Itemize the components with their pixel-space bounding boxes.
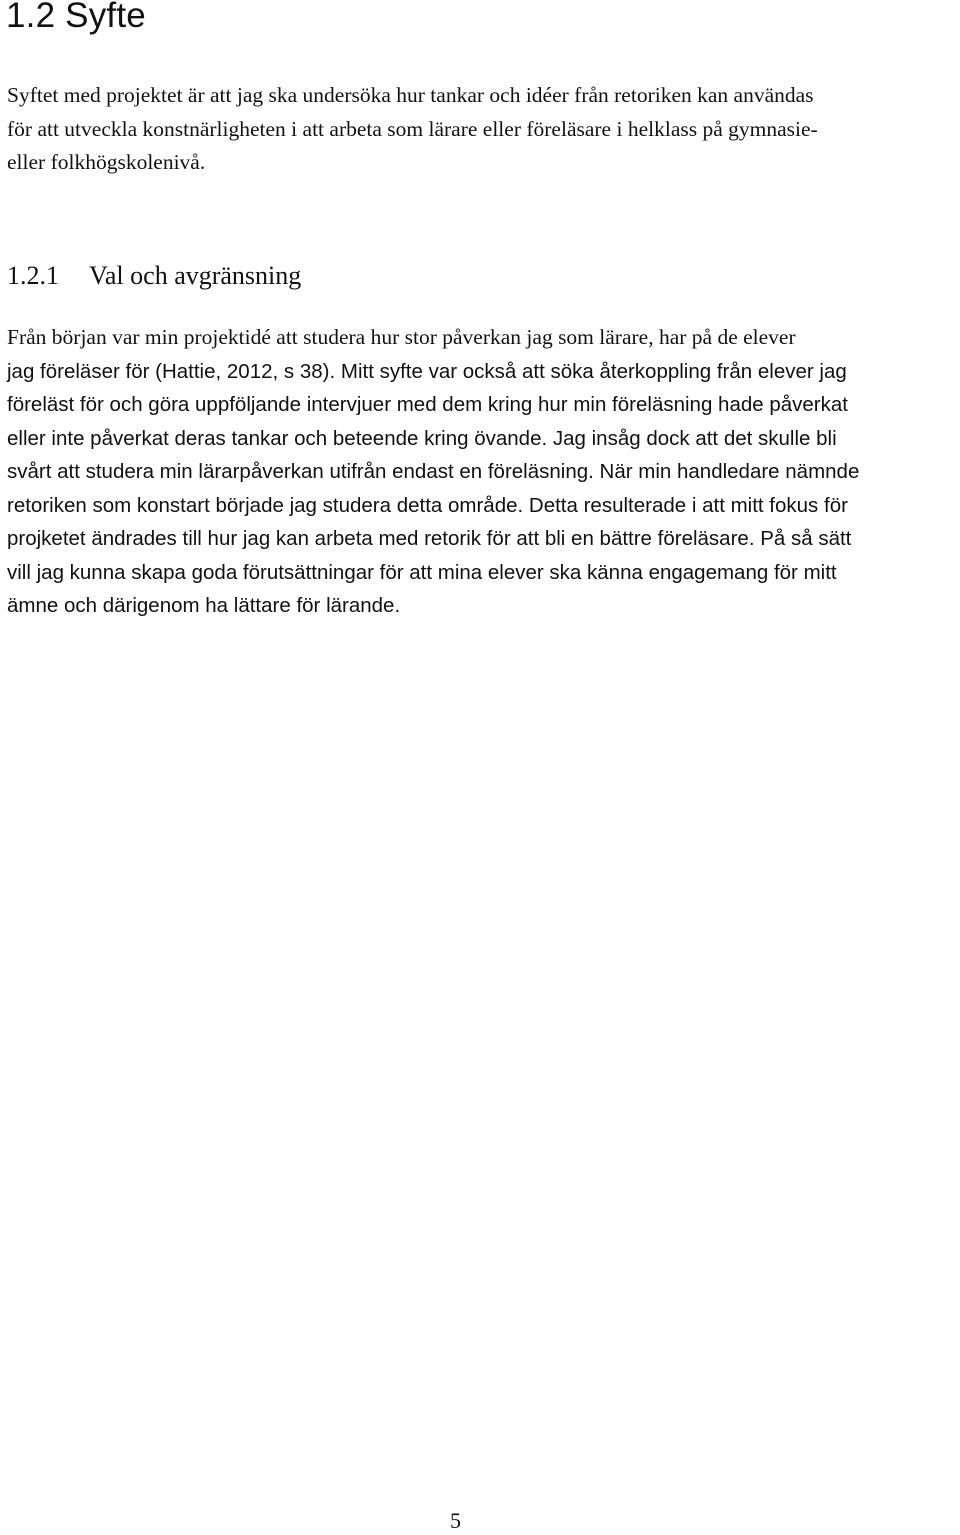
body-line bbox=[7, 321, 957, 355]
body-line bbox=[7, 455, 957, 489]
intro-paragraph bbox=[7, 79, 957, 180]
body-text: På så sätt bbox=[754, 527, 852, 550]
body-line bbox=[7, 522, 957, 556]
subsection-number: 1.2.1 bbox=[7, 261, 59, 290]
body-line bbox=[7, 388, 957, 422]
body-text: jag föreläser för (Hattie, 2012, s 38). bbox=[7, 359, 336, 383]
intro-line: eller folkhögskolenivå. bbox=[7, 150, 206, 174]
body-text: eller inte påverkat deras tankar och beteende kring övande. bbox=[7, 426, 548, 450]
body-paragraph bbox=[7, 321, 957, 623]
body-text: Detta resulterade i att mitt fokus för bbox=[523, 493, 848, 517]
body-text: ämne och därigenom ha lättare för lärande. bbox=[7, 594, 401, 617]
body-line bbox=[7, 489, 957, 523]
body-line bbox=[7, 589, 957, 623]
page-number: 5 bbox=[450, 1508, 461, 1533]
body-line bbox=[7, 556, 957, 590]
section-heading: 1.2 Syfte bbox=[6, 0, 146, 35]
body-text: Jag insåg dock att det skulle bli bbox=[547, 426, 837, 450]
intro-line: Syftet med projektet är att jag ska undersöka hur tankar och idéer från retoriken kan användas bbox=[7, 83, 814, 107]
body-text: Från början var min projektidé att studera hur stor påverkan jag som lärare, har på de elever bbox=[7, 325, 796, 349]
body-text: svårt att studera min lärarpåverkan utifrån endast en föreläsning. bbox=[7, 460, 594, 483]
body-line bbox=[7, 422, 957, 456]
subsection-heading bbox=[7, 256, 301, 296]
body-text: Mitt syfte var också att söka återkoppling från elever jag bbox=[335, 359, 847, 383]
body-line bbox=[7, 355, 957, 389]
body-text: retoriken som konstart började jag studera detta område. bbox=[7, 493, 524, 517]
subsection-title: Val och avgränsning bbox=[89, 261, 302, 290]
body-text: vill jag kunna skapa goda förutsättningar för att mina elever ska känna engagemang för mitt bbox=[7, 560, 837, 584]
body-text: projketet ändrades till hur jag kan arbeta med retorik för att bli en bättre föreläsare. bbox=[7, 527, 755, 550]
intro-line: för att utveckla konstnärligheten i att arbeta som lärare eller föreläsare i helklass på gymnasie- bbox=[7, 116, 818, 141]
body-text: När min handledare nämnde bbox=[593, 460, 860, 483]
body-text: föreläst för och göra uppföljande intervjuer med dem kring hur min föreläsning hade påverkat bbox=[7, 393, 848, 416]
